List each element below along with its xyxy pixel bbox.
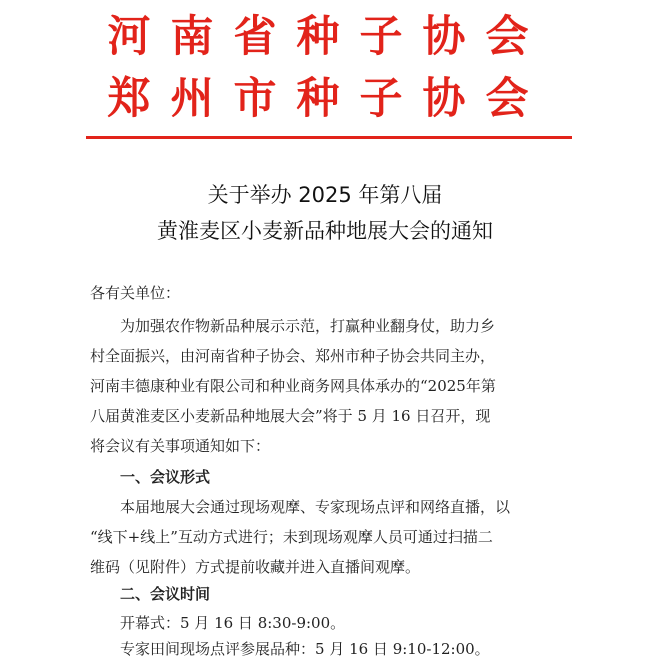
paragraph-line: 为加强农作物新品种展示示范，打赢种业翻身仗，助力乡	[120, 317, 496, 335]
paragraph-line: 开幕式：5 月 16 日 8:30-9:00。	[120, 614, 346, 632]
paragraph-line: 维码（见附件）方式提前收藏并进入直播间观摩。	[90, 558, 421, 576]
section-heading-format: 一、会议形式	[120, 468, 211, 486]
paragraph-line: 村全面振兴，由河南省种子协会、郑州市种子协会共同主办，	[90, 347, 496, 365]
section-heading-time: 二、会议时间	[120, 585, 211, 603]
document-title-line-2: 黄淮麦区小麦新品种地展大会的通知	[157, 219, 493, 243]
letterhead-divider	[86, 136, 572, 139]
salutation: 各有关单位：	[90, 284, 181, 302]
document-title-line-1: 关于举办 2025 年第八届	[207, 183, 443, 207]
letterhead-org-henan: 河南省种子协会	[107, 12, 549, 62]
letterhead-org-zhengzhou: 郑州市种子协会	[107, 74, 549, 124]
paragraph-line: 专家田间现场点评参展品种：5 月 16 日 9:10-12:00。	[120, 640, 490, 658]
paragraph-line: 将会议有关事项通知如下：	[90, 437, 271, 455]
paragraph-line: “线下+线上”互动方式进行；未到现场观摩人员可通过扫描二	[90, 528, 493, 546]
paragraph-line: 八届黄淮麦区小麦新品种地展大会”将于 5 月 16 日召开，现	[90, 407, 491, 425]
letterhead	[0, 0, 650, 142]
paragraph-line: 河南丰德康种业有限公司和种业商务网具体承办的“2025年第	[90, 377, 496, 395]
paragraph-line: 本届地展大会通过现场观摩、专家现场点评和网络直播，以	[120, 498, 511, 516]
